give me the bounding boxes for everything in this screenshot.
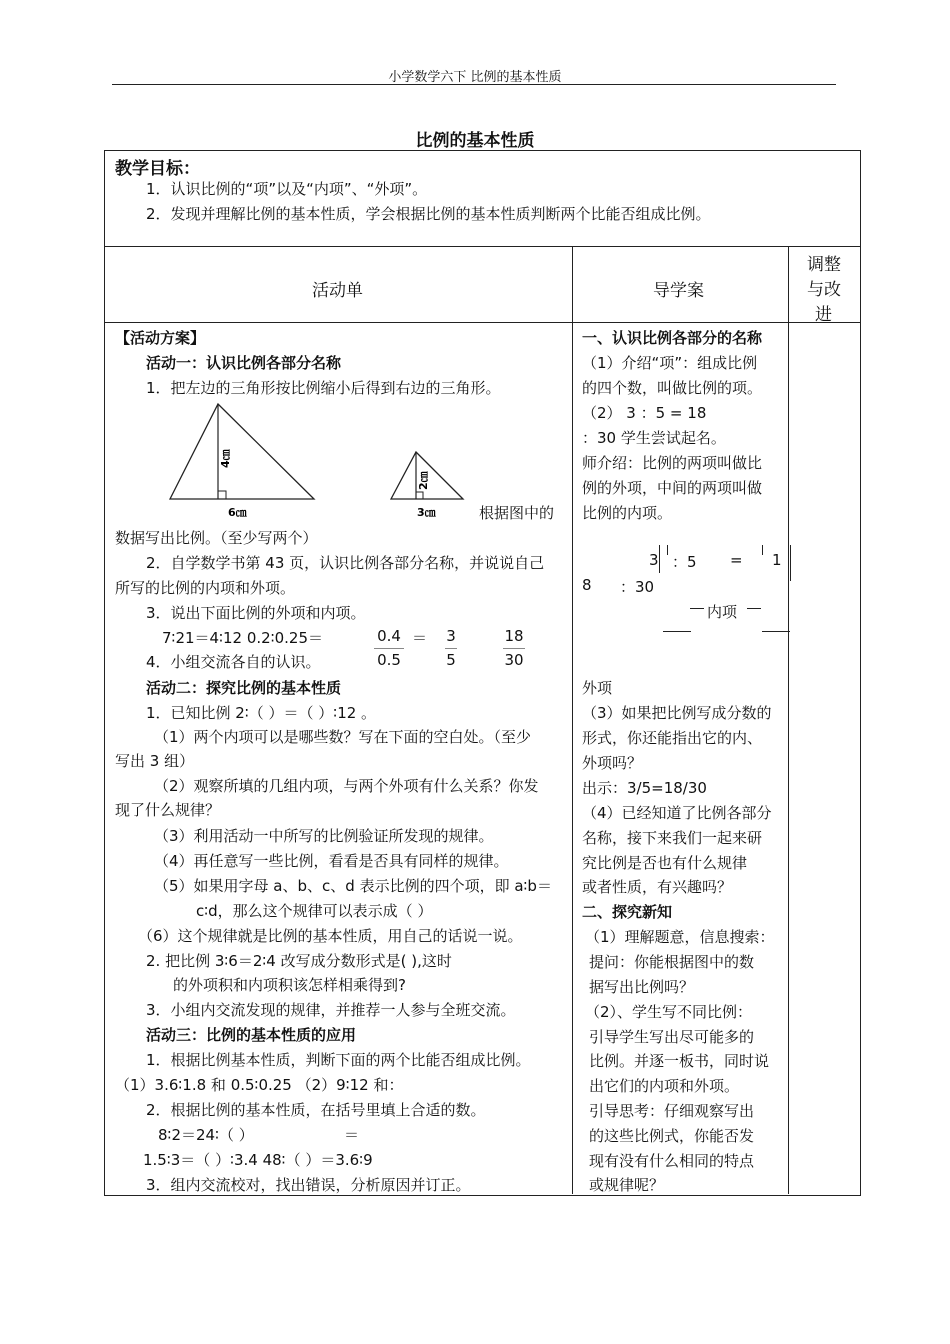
col-divider-2 — [788, 246, 789, 1194]
column-adjust-header-line2: 与改 — [807, 280, 841, 300]
fraction2-bar — [445, 648, 457, 649]
row-divider-header — [104, 322, 860, 323]
activity1-item3-expression: 7∶21＝4∶12 0.2∶0.25＝ — [162, 629, 323, 647]
column-guide-header: 导学案 — [653, 281, 704, 301]
activity3-item1: 1．根据比例基本性质，判断下面的两个比能否组成比例。 — [146, 1051, 531, 1069]
guide-line: （1）介绍“项”：组成比例 — [582, 354, 758, 372]
diagram-outer-line — [762, 631, 790, 632]
large-triangle — [170, 404, 314, 499]
guide-line: 或者性质，有兴趣吗？ — [582, 878, 733, 896]
fraction3-bar — [503, 648, 525, 649]
activity2-item1-q5: （5）如果用字母 a、b、c、d 表示比例的四个项，即 a∶b＝ — [154, 877, 552, 895]
guide-line: 出它们的内项和外项。 — [589, 1077, 740, 1095]
large-base-label: 6㎝ — [228, 506, 247, 519]
guide-line: ：30 学生尝试起名。 — [582, 429, 726, 447]
fraction1-denominator: 0.5 — [377, 651, 401, 669]
activity2-item1: 1．已知比例 2∶（ ）＝（ ）∶12 。 — [146, 704, 377, 722]
fraction2-denominator: 5 — [446, 651, 456, 669]
guide-line: （2） 3 ：5 = 18 — [582, 404, 707, 422]
diagram-inner-dash — [747, 608, 761, 609]
fraction3-numerator: 18 — [504, 627, 524, 645]
guide-line: 外项 — [582, 679, 613, 697]
guide-section2-title: 二、探究新知 — [582, 903, 673, 921]
activity1-item1: 1．把左边的三角形按比例缩小后得到右边的三角形。 — [146, 379, 501, 397]
diagram-term-8: 8 — [582, 576, 592, 594]
diagram-bracket — [762, 545, 763, 555]
diagram-term-colon5: ：5 — [672, 553, 697, 571]
goal-item: 2．发现并理解比例的基本性质，学会根据比例的基本性质判断两个比能否组成比例。 — [146, 205, 711, 223]
row-divider-goals — [104, 246, 860, 247]
diagram-inner-dash — [690, 608, 704, 609]
guide-line: 出示：3/5=18/30 — [582, 779, 707, 797]
guide-line: 例的外项，中间的两项叫做 — [582, 479, 763, 497]
fraction-equals: ＝ — [412, 629, 428, 647]
activity3-item1-cont: （1）3.6∶1.8 和 0.5∶0.25 （2）9∶12 和： — [115, 1076, 404, 1094]
activity3-item3: 3．组内交流校对，找出错误，分析原因并订正。 — [146, 1176, 471, 1194]
page-header: 小学数学六下 比例的基本性质 — [388, 70, 562, 85]
header-rule — [112, 84, 836, 85]
diagram-term-3: 3 — [649, 551, 659, 569]
guide-line: （3）如果把比例写成分数的 — [582, 704, 772, 722]
guide-line: 比例的内项。 — [582, 504, 673, 522]
activity3-item2-exercise2: 1.5∶3＝（ ）∶3.4 48∶（ ）＝3.6∶9 — [143, 1151, 373, 1169]
large-right-angle-mark — [218, 491, 226, 499]
activity2-item3: 3．小组内交流发现的规律，并推荐一人参与全班交流。 — [146, 1001, 516, 1019]
guide-line: 究比例是否也有什么规律 — [582, 854, 748, 872]
column-adjust-header-line1: 调整 — [807, 255, 841, 275]
activity2-item1-q2: （2）观察所填的几组内项，与两个外项有什么关系？你发 — [154, 777, 539, 795]
triangles-figure — [160, 398, 470, 520]
activity2-item1-q3: （3）利用活动一中所写的比例验证所发现的规律。 — [154, 827, 494, 845]
activity1-item1-cont2: 数据写出比例。（至少写两个） — [115, 529, 318, 547]
activity3-item2: 2．根据比例的基本性质，在括号里填上合适的数。 — [146, 1101, 486, 1119]
diagram-inner-label: 内项 — [707, 603, 738, 621]
diagram-term-1: 1 — [772, 551, 782, 569]
activity1-item1-cont: 根据图中的 — [479, 504, 555, 522]
diagram-term-colon30: ：30 — [620, 578, 655, 596]
activity2-item2-cont: 的外项积和内项积该怎样相乘得到? — [173, 976, 406, 994]
fraction1-numerator: 0.4 — [377, 627, 401, 645]
guide-line: 名称，接下来我们一起来研 — [582, 829, 763, 847]
activity-plan-heading: 【活动方案】 — [115, 329, 206, 347]
activity2-item1-q1: （1）两个内项可以是哪些数？写在下面的空白处。（至少 — [154, 728, 532, 746]
large-height-label: 4㎝ — [219, 449, 232, 468]
page-title: 比例的基本性质 — [415, 131, 535, 151]
guide-line: 形式，你还能指出它的内、 — [582, 729, 763, 747]
guide-line: 现有没有什么相同的特点 — [589, 1152, 755, 1170]
guide-line: 或规律呢？ — [589, 1176, 665, 1194]
guide-line: 提问：你能根据图中的数 — [589, 953, 755, 971]
activity1-title: 活动一：认识比例各部分名称 — [146, 354, 342, 372]
diagram-bracket — [667, 545, 668, 555]
activity2-item1-q6: （6）这个规律就是比例的基本性质，用自己的话说一说。 — [138, 927, 523, 945]
activity1-item4: 4．小组交流各自的认识。 — [146, 653, 321, 671]
diagram-bracket — [790, 545, 791, 581]
diagram-bracket — [659, 545, 660, 573]
fraction1-bar — [374, 648, 404, 649]
activity1-item2: 2．自学数学书第 43 页，认识比例各部分名称，并说说自己 — [146, 554, 545, 572]
fraction2-numerator: 3 — [446, 627, 456, 645]
guide-line: 引导思考：仔细观察写出 — [589, 1102, 755, 1120]
guide-line: （4）已经知道了比例各部分 — [582, 804, 772, 822]
column-activity-header: 活动单 — [312, 281, 363, 301]
diagram-outer-line — [663, 631, 691, 632]
activity2-title: 活动二：探究比例的基本性质 — [146, 679, 342, 697]
small-height-label: 2㎝ — [417, 471, 430, 490]
activity3-item2-equals: ＝ — [344, 1126, 360, 1144]
activity1-item2-cont: 所写的比例的内项和外项。 — [115, 579, 296, 597]
col-divider-1 — [572, 246, 573, 1194]
guide-line: （1）理解题意，信息搜索： — [585, 928, 775, 946]
guide-line: 据写出比例吗？ — [589, 978, 695, 996]
activity1-item3: 3．说出下面比例的外项和内项。 — [146, 604, 366, 622]
guide-line: 引导学生写出尽可能多的 — [589, 1028, 755, 1046]
activity3-item2-exercise1: 8∶2＝24∶（ ） — [158, 1126, 254, 1144]
guide-line: 的这些比例式，你能否发 — [589, 1127, 755, 1145]
column-adjust-header-line3: 进 — [815, 305, 832, 325]
activity3-title: 活动三：比例的基本性质的应用 — [146, 1026, 357, 1044]
diagram-equals: = — [730, 551, 743, 569]
activity2-item1-q2-cont: 现了什么规律？ — [115, 801, 221, 819]
activity2-item2: 2. 把比例 3∶6＝2∶4 改写成分数形式是( ),这时 — [146, 952, 452, 970]
guide-section1-title: 一、认识比例各部分的名称 — [582, 329, 763, 347]
activity2-item1-q1-cont: 写出 3 组） — [115, 752, 195, 770]
guide-line: 比例。并逐一板书，同时说 — [589, 1052, 770, 1070]
guide-line: 师介绍：比例的两项叫做比 — [582, 454, 763, 472]
goal-item: 1．认识比例的“项”以及“内项”、“外项”。 — [146, 180, 428, 198]
guide-line: 外项吗？ — [582, 754, 643, 772]
activity2-item1-q5-cont: c∶d，那么这个规律可以表示成（ ） — [196, 902, 433, 920]
guide-line: 的四个数，叫做比例的项。 — [582, 379, 763, 397]
small-base-label: 3㎝ — [417, 506, 436, 519]
fraction3-denominator: 30 — [504, 651, 524, 669]
goals-heading: 教学目标： — [115, 159, 200, 179]
guide-line: （2）、学生写不同比例： — [585, 1003, 753, 1021]
small-right-angle-mark — [416, 492, 423, 499]
activity2-item1-q4: （4）再任意写一些比例，看看是否具有同样的规律。 — [154, 852, 509, 870]
